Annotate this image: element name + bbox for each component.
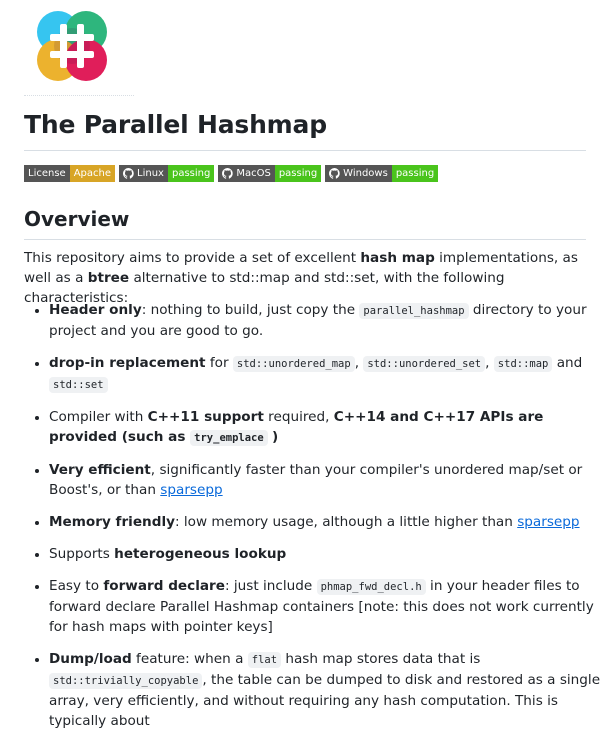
feature-text: for — [205, 355, 233, 371]
inline-code: parallel_hashmap — [359, 303, 468, 319]
feature-text: , the table can be dumped to disk and restored as a single array, very efficiently, and without requiring any hash computation. This is typically about — [49, 672, 601, 729]
logo-divider — [24, 95, 134, 96]
badge-row — [24, 165, 438, 182]
feature-text: : low memory usage, although a little higher than — [174, 514, 518, 530]
list-item — [49, 407, 615, 448]
windows-build-badge[interactable] — [325, 165, 438, 182]
feature-name: C++14 and C++17 APIs are provided (such as — [49, 409, 544, 445]
intro-bold: btree — [87, 270, 130, 286]
feature-name: ) — [272, 429, 279, 445]
list-item — [49, 300, 615, 341]
separator: , — [354, 355, 364, 371]
inline-code: std::map — [494, 356, 553, 372]
badge-label: License — [28, 168, 66, 179]
inline-code: flat — [248, 652, 281, 668]
feature-text: : nothing to build, just copy the — [141, 302, 360, 318]
badge-value: passing — [392, 165, 438, 182]
list-item — [49, 353, 615, 395]
feature-name: drop-in replacement — [49, 355, 206, 371]
parallel-hashmap-logo-icon — [36, 10, 108, 82]
badge-value: Apache — [70, 165, 115, 182]
feature-text: Compiler with — [49, 409, 148, 425]
inline-code: std::unordered_map — [233, 356, 355, 372]
feature-text: feature: when a — [131, 651, 248, 667]
list-item — [49, 649, 615, 731]
intro-bold: hash map — [360, 250, 435, 266]
inline-code: try_emplace — [190, 430, 268, 446]
intro-text: implementations, as well as a — [24, 250, 578, 286]
linux-build-badge[interactable] — [119, 165, 214, 182]
feature-text: : just include — [224, 578, 317, 594]
sparsepp-link[interactable]: sparsepp — [160, 482, 223, 498]
list-item — [49, 544, 615, 564]
feature-text: Supports — [49, 546, 115, 562]
inline-code: std::unordered_set — [363, 356, 485, 372]
sparsepp-link[interactable]: sparsepp — [517, 514, 580, 530]
list-item — [49, 460, 615, 500]
feature-name: Very efficient — [49, 462, 151, 478]
inline-code: std::trivially_copyable — [49, 673, 202, 689]
overview-intro — [24, 248, 589, 308]
feature-name: Header only — [49, 302, 142, 318]
feature-text: hash map stores data that is — [281, 651, 481, 667]
intro-text: This repository aims to provide a set of excellent — [24, 250, 361, 266]
badge-label: Windows — [343, 168, 388, 179]
feature-name: Memory friendly — [49, 514, 175, 530]
badge-label: MacOS — [236, 168, 271, 179]
feature-name: forward declare — [103, 578, 225, 594]
feature-list — [24, 300, 615, 743]
license-badge[interactable] — [24, 165, 115, 182]
github-icon — [123, 168, 134, 179]
feature-text: required, — [263, 409, 334, 425]
feature-text: Easy to — [49, 578, 104, 594]
github-icon — [222, 168, 233, 179]
inline-code: std::set — [49, 377, 108, 393]
badge-value: passing — [275, 165, 321, 182]
inline-code: phmap_fwd_decl.h — [317, 579, 426, 595]
badge-label: Linux — [137, 168, 164, 179]
feature-text: directory to your project and you are good to go. — [49, 302, 587, 339]
separator: and — [552, 355, 583, 371]
feature-text: , significantly faster than your compiler's unordered map/set or Boost's, or than — [49, 462, 583, 498]
github-icon — [329, 168, 340, 179]
list-item — [49, 576, 615, 637]
feature-text: in your header files to forward declare Parallel Hashmap containers [note: this does not work currently for hash maps with pointer keys] — [49, 578, 594, 635]
feature-name: Dump/load — [49, 651, 132, 667]
feature-name: C++11 support — [147, 409, 264, 425]
page-title: The Parallel Hashmap — [24, 108, 586, 151]
intro-text: alternative to std::map and std::set, with the following characteristics: — [24, 270, 505, 306]
list-item — [49, 512, 615, 532]
macos-build-badge[interactable] — [218, 165, 321, 182]
badge-value: passing — [168, 165, 214, 182]
separator: , — [485, 355, 494, 371]
overview-heading: Overview — [24, 205, 586, 240]
feature-name: heterogeneous lookup — [114, 546, 287, 562]
